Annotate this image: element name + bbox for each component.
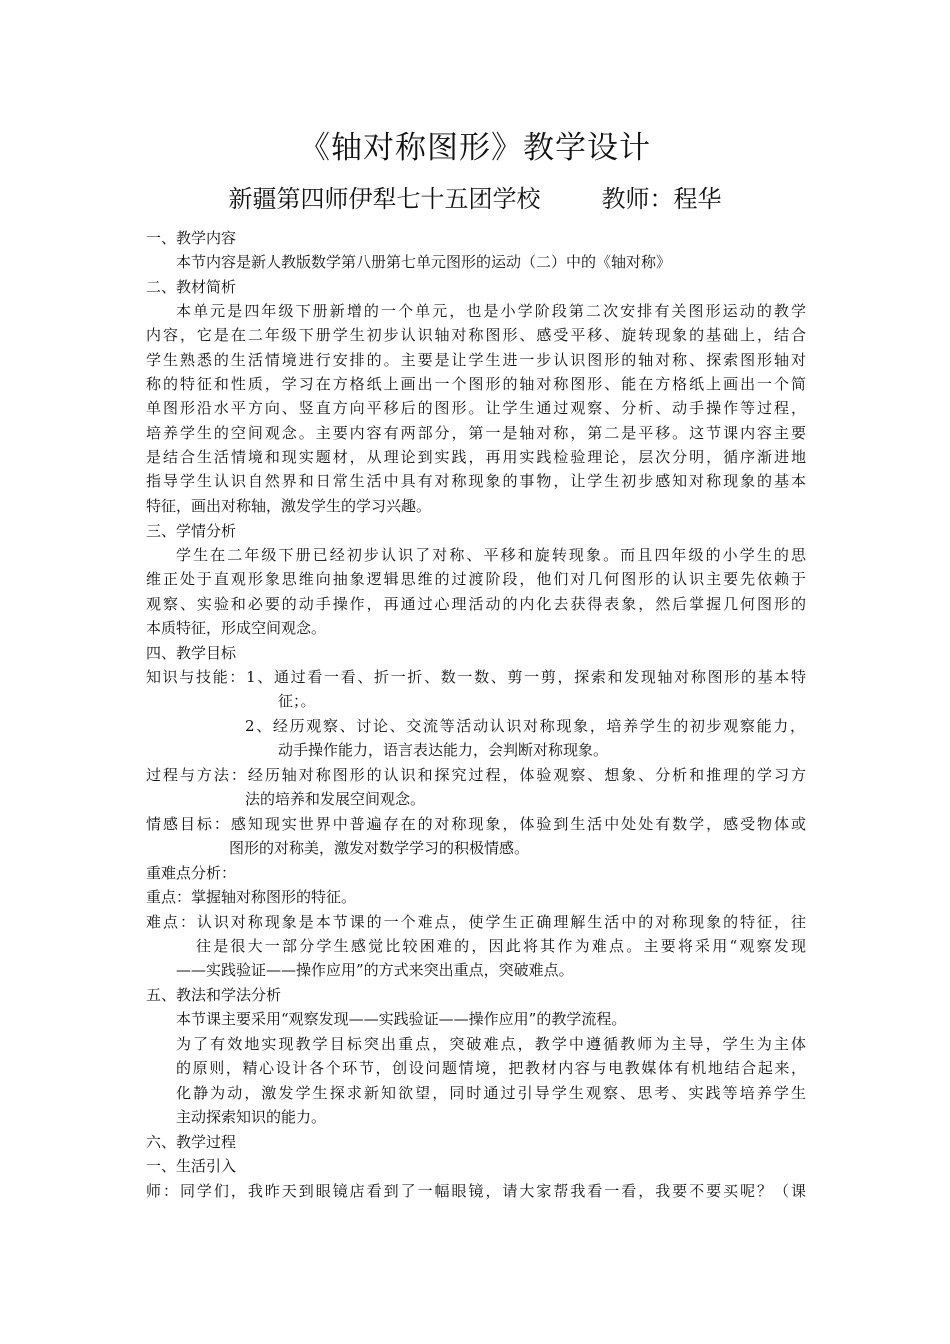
- paragraph-line: 本单元是四年级下册新增的一个单元，也是小学阶段第二次安排有关图形运动的教学: [176, 302, 806, 320]
- paragraph-line: 重点：掌握轴对称图形的特征。: [146, 888, 357, 906]
- section-heading: 四、教学目标: [146, 644, 237, 662]
- paragraph-line: 学生在二年级下册已经初步认识了对称、平移和旋转现象。而且四年级的小学生的思: [176, 546, 806, 564]
- paragraph-line: 过程与方法：经历轴对称图形的认识和探究过程，体验观察、想象、分析和推理的学习方: [146, 766, 806, 784]
- section-heading: 一、生活引入: [146, 1157, 237, 1175]
- paragraph-line: 观察、实验和必要的动手操作，再通过心理活动的内化去获得表象，然后掌握几何图形的: [146, 595, 806, 613]
- paragraph-line: 本质特征，形成空间观念。: [146, 619, 327, 637]
- paragraph-line: 的原则，精心设计各个环节，创设问题情境，把教材内容与电教媒体有机地结合起来，: [176, 1059, 806, 1077]
- paragraph-line: 动手操作能力，语言表达能力，会判断对称现象。: [278, 741, 609, 759]
- paragraph-line: 学生熟悉的生活情境进行安排的。主要是让学生进一步认识图形的轴对称、探索图形轴对: [146, 351, 806, 369]
- section-heading: 五、教法和学法分析: [146, 986, 282, 1004]
- paragraph-line: 培养学生的空间观念。主要内容有两部分，第一是轴对称，第二是平移。这节课内容主要: [146, 424, 806, 442]
- paragraph-line: 化静为动，激发学生探求新知欲望，同时通过引导学生观察、思考、实践等培养学生: [176, 1084, 806, 1102]
- paragraph-line: 维正处于直观形象思维向抽象逻辑思维的过渡阶段，他们对几何图形的认识主要先依赖于: [146, 570, 806, 588]
- paragraph-line: 征；。: [278, 692, 316, 710]
- section-heading: 一、教学内容: [146, 229, 237, 247]
- document-title: 《轴对称图形》教学设计: [299, 130, 651, 166]
- paragraph-line: 是结合生活情境和现实题材，从理论到实践，再用实践检验理论，层次分明，循序渐进地: [146, 448, 806, 466]
- paragraph-line: 难点：认识对称现象是本节课的一个难点，使学生正确理解生活中的对称现象的特征，往: [146, 913, 806, 931]
- paragraph-line: 特征，画出对称轴，激发学生的学习兴趣。: [146, 497, 432, 515]
- document-subtitle: 新疆第四师伊犁七十五团学校 教师：程华: [228, 185, 722, 213]
- paragraph-line: 往是很大一部分学生感觉比较困难的，因此将其作为难点。主要将采用“观察发现: [196, 937, 806, 955]
- section-heading: 二、教材简析: [146, 278, 237, 296]
- paragraph-line: 称的特征和性质，学习在方格纸上画出一个图形的轴对称图形、能在方格纸上画出一个简: [146, 375, 806, 393]
- paragraph-line: ——实践验证——操作应用”的方式来突出重点，突破难点。: [176, 961, 574, 979]
- paragraph-line: 本节内容是新人教版数学第八册第七单元图形的运动（二）中的《轴对称》: [176, 253, 672, 271]
- section-heading: 六、教学过程: [146, 1133, 237, 1151]
- paragraph-line: 主动探索知识的能力。: [176, 1108, 327, 1126]
- paragraph-line: 内容，它是在二年级下册学生初步认识轴对称图形、感受平移、旋转现象的基础上，结合: [146, 326, 806, 344]
- paragraph-line: 法的培养和发展空间观念。: [245, 790, 426, 808]
- paragraph-line: 2、经历观察、讨论、交流等活动认识对称现象，培养学生的初步观察能力，: [245, 717, 805, 735]
- section-heading: 重难点分析：: [146, 864, 237, 882]
- paragraph-line: 为了有效地实现教学目标突出重点，突破难点，教学中遵循教师为主导，学生为主体: [176, 1035, 806, 1053]
- paragraph-line: 指导学生认识自然界和日常生活中具有对称现象的事物，让学生初步感知对称现象的基本: [146, 472, 806, 490]
- paragraph-line: 单图形沿水平方向、竖直方向平移后的图形。让学生通过观察、分析、动手操作等过程，: [146, 399, 806, 417]
- paragraph-line: 情感目标：感知现实世界中普遍存在的对称现象，体验到生活中处处有数学，感受物体或: [146, 815, 806, 833]
- paragraph-line: 本节课主要采用“观察发现——实践验证——操作应用”的教学流程。: [176, 1010, 627, 1028]
- paragraph-line: 师：同学们，我昨天到眼镜店看到了一幅眼镜，请大家帮我看一看，我要不要买呢？（课: [146, 1182, 806, 1200]
- paragraph-line: 图形的对称美，激发对数学学习的积极情感。: [229, 839, 530, 857]
- paragraph-line: 知识与技能：1、通过看一看、折一折、数一数、剪一剪，探索和发现轴对称图形的基本特: [146, 668, 806, 686]
- section-heading: 三、学情分析: [146, 522, 237, 540]
